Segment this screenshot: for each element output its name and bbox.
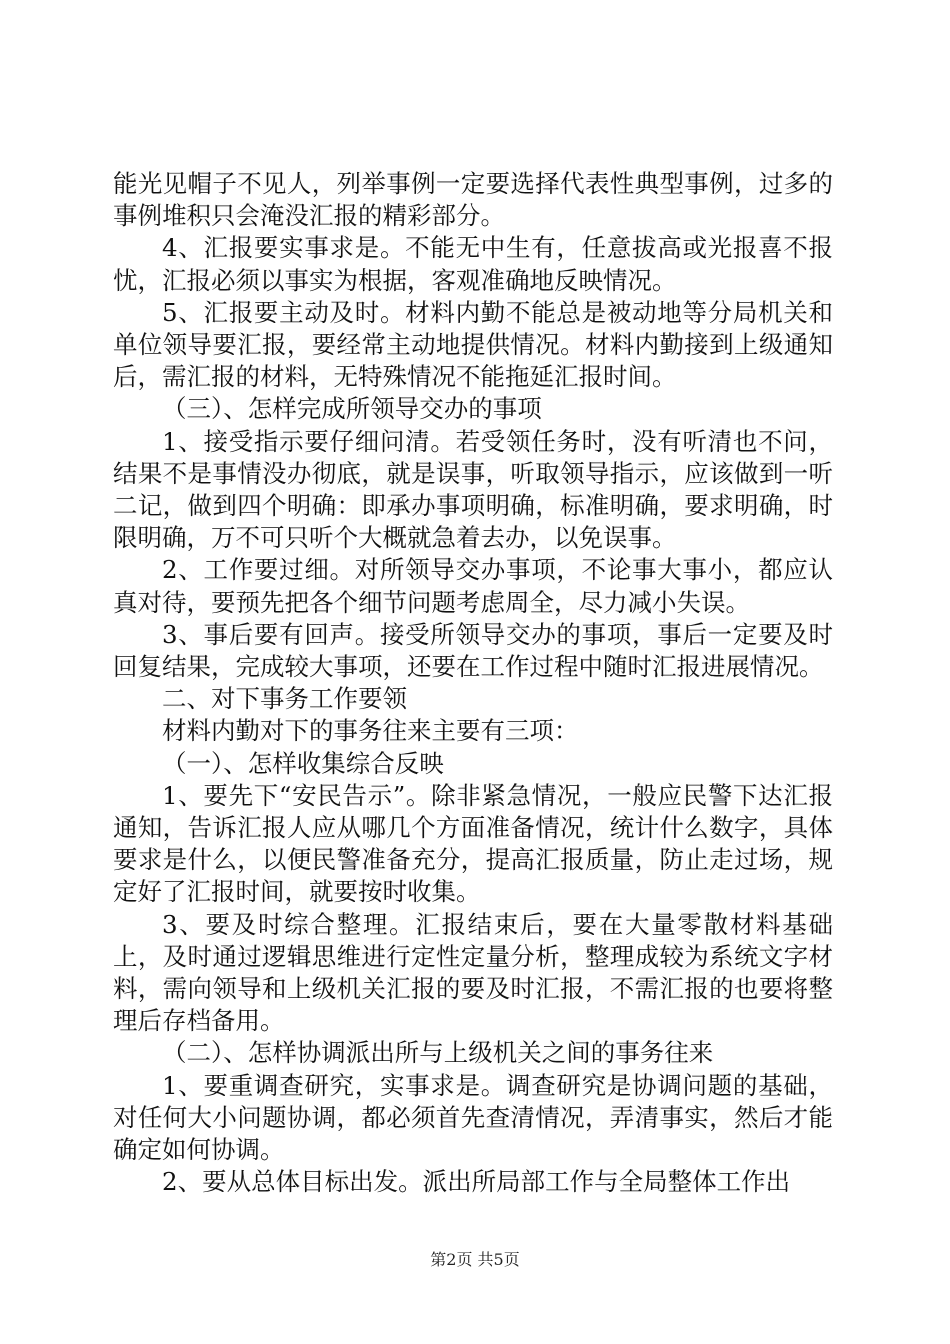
paragraph: 2、工作要过细。对所领导交办事项，不论事大事小，都应认真对待，要预先把各个细节问题考虑周全，尽力减小失误。: [113, 555, 833, 617]
paragraph: 1、要先下“安民告示”。除非紧急情况，一般应民警下达汇报通知，告诉汇报人应从哪几个方面准备情况，统计什么数字，具体要求是什么，以便民警准备充分，提高汇报质量，防止走过场，规定好了汇报时间，就要按时收集。: [113, 780, 833, 907]
paragraph: 能光见帽子不见人，列举事例一定要选择代表性典型事例，过多的事例堆积只会淹没汇报的精彩部分。: [113, 169, 833, 231]
paragraph: 4、汇报要实事求是。不能无中生有，任意拔高或光报喜不报忧，汇报必须以事实为根据，客观准确地反映情况。: [113, 233, 833, 295]
paragraph: 1、要重调查研究，实事求是。调查研究是协调问题的基础，对任何大小问题协调，都必须首先查清情况，弄清事实，然后才能确定如何协调。: [113, 1070, 833, 1165]
section-heading: （二）、怎样协调派出所与上级机关之间的事务往来: [162, 1038, 714, 1068]
paragraph: 3、事后要有回声。接受所领导交办的事项，事后一定要及时回复结果，完成较大事项，还要在工作过程中随时汇报进展情况。: [113, 619, 833, 682]
page-footer: 第2页 共5页: [430, 1250, 520, 1269]
paragraph: 1、接受指示要仔细问清。若受领任务时，没有听清也不问，结果不是事情没办彻底，就是误事，听取领导指示，应该做到一听二记，做到四个明确：即承办事项明确，标准明确，要求明确，时限明确，万不可只听个大概就急着去办，以免误事。: [113, 426, 833, 553]
section-heading: 二、对下事务工作要领: [162, 684, 407, 714]
section-heading: （三）、怎样完成所领导交办的事项: [162, 394, 542, 424]
paragraph: 材料内勤对下的事务往来主要有三项：: [162, 716, 579, 746]
document-body: [113, 168, 833, 1199]
section-heading: （一）、怎样收集综合反映: [162, 748, 444, 778]
paragraph: 3、要及时综合整理。汇报结束后，要在大量零散材料基础上，及时通过逻辑思维进行定性定量分析，整理成较为系统文字材料，需向领导和上级机关汇报的要及时汇报，不需汇报的也要将整理后存档备用。: [113, 909, 833, 1036]
paragraph: 5、汇报要主动及时。材料内勤不能总是被动地等分局机关和单位领导要汇报，要经常主动地提供情况。材料内勤接到上级通知后，需汇报的材料，无特殊情况不能拖延汇报时间。: [113, 297, 833, 392]
paragraph: 2、要从总体目标出发。派出所局部工作与全局整体工作出: [162, 1167, 791, 1197]
